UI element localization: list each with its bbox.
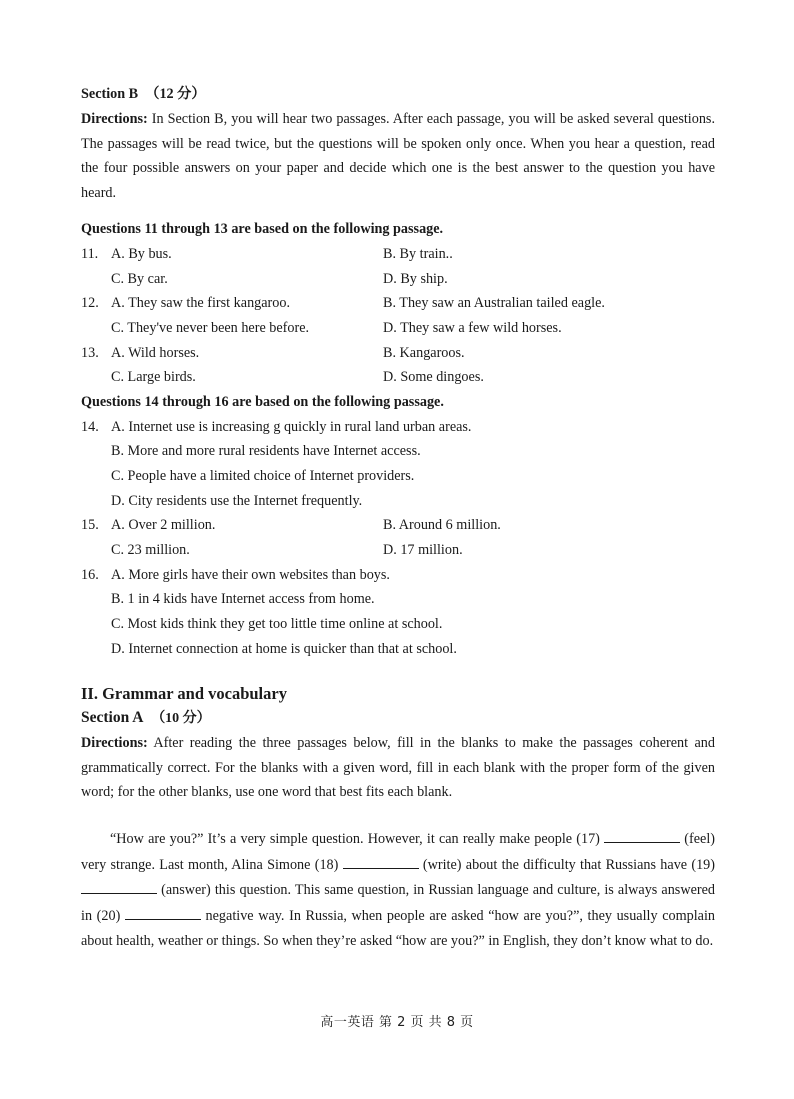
questions-11-13-heading: Questions 11 through 13 are based on the following passage. — [81, 221, 444, 237]
option-a: A. Over 2 million. — [111, 517, 216, 533]
section-b-title: Section B — [81, 86, 139, 102]
section-a-score: （10 分） — [151, 711, 211, 726]
passage-paragraph — [81, 827, 715, 955]
directions-label: Directions: — [81, 111, 148, 127]
option-a: A. By bus. — [111, 246, 172, 262]
blank-17[interactable] — [604, 830, 680, 843]
question-number: 14. — [81, 419, 99, 435]
blank-18[interactable] — [343, 856, 419, 869]
option-c: C. People have a limited choice of Internet providers. — [111, 468, 415, 484]
blank-19[interactable] — [81, 881, 157, 894]
option-d: D. By ship. — [383, 271, 448, 287]
option-d: D. 17 million. — [383, 542, 463, 558]
option-a: A. They saw the first kangaroo. — [111, 295, 291, 311]
option-b: B. 1 in 4 kids have Internet access from home. — [111, 591, 375, 607]
blank-20[interactable] — [125, 907, 201, 920]
passage-text: (answer) this question. This same question, in Russian language and culture, is always answered in (20) — [81, 882, 715, 924]
question-number: 15. — [81, 517, 99, 533]
option-d: D. Some dingoes. — [383, 369, 484, 385]
option-a: A. Internet use is increasing g quickly in rural land urban areas. — [111, 419, 472, 435]
section-b-score: （12 分） — [145, 86, 206, 102]
option-b: B. They saw an Australian tailed eagle. — [383, 295, 605, 311]
question-number: 16. — [81, 567, 99, 583]
section-b-heading — [81, 85, 206, 103]
option-b: B. By train.. — [383, 246, 453, 262]
question-number: 12. — [81, 295, 99, 311]
option-c: C. They've never been here before. — [111, 320, 310, 336]
option-b: B. Kangaroos. — [383, 345, 465, 361]
passage-text: (write) about the difficulty that Russians have (19) — [418, 856, 716, 873]
section-a-heading — [81, 709, 211, 728]
section-b-directions — [81, 107, 715, 206]
part-ii-title: II. Grammar and vocabulary — [81, 684, 287, 703]
passage-text: negative way. In Russia, when people are asked “how are you?”, they usually complain about health, weather or things. So when they’re asked “how are you?” in English, they don’t know what to do. — [81, 907, 715, 949]
passage-text: (feel) very strange. Last month, Alina Simone (18) — [81, 831, 715, 873]
option-b: B. Around 6 million. — [383, 517, 501, 533]
page-footer: 高一英语 第 2 页 共 8 页 — [320, 1015, 474, 1030]
section-a-title: Section A — [81, 709, 144, 726]
option-d: D. City residents use the Internet frequently. — [111, 493, 363, 509]
directions-label: Directions: — [81, 735, 148, 751]
option-b: B. More and more rural residents have Internet access. — [111, 443, 421, 459]
section-a-directions — [81, 731, 715, 805]
option-c: C. Most kids think they get too little time online at school. — [111, 616, 443, 632]
option-d: D. Internet connection at home is quicker than that at school. — [111, 641, 457, 657]
option-a: A. More girls have their own websites than boys. — [111, 567, 390, 583]
directions-text: After reading the three passages below, fill in the blanks to make the passages coherent and grammatically correct. For the blanks with a given word, fill in each blank with the proper form of the given word; for the other blanks, use one word that best fits each blank. — [81, 735, 715, 801]
passage-text: “How are you?” It’s a very simple question. However, it can really make people (17) — [110, 831, 605, 847]
question-number: 13. — [81, 345, 99, 361]
option-c: C. 23 million. — [111, 542, 190, 558]
directions-text: In Section B, you will hear two passages. After each passage, you will be asked several questions. The passages will be read twice, but the questions will be spoken only once. When you hear a question, read the four possible answers on your paper and decide which one is the best answer to the question you have heard. — [81, 111, 715, 202]
option-c: C. Large birds. — [111, 369, 196, 385]
option-a: A. Wild horses. — [111, 345, 200, 361]
option-c: C. By car. — [111, 271, 168, 287]
questions-14-16-heading: Questions 14 through 16 are based on the following passage. — [81, 394, 444, 410]
option-d: D. They saw a few wild horses. — [383, 320, 562, 336]
question-number: 11. — [81, 246, 99, 262]
